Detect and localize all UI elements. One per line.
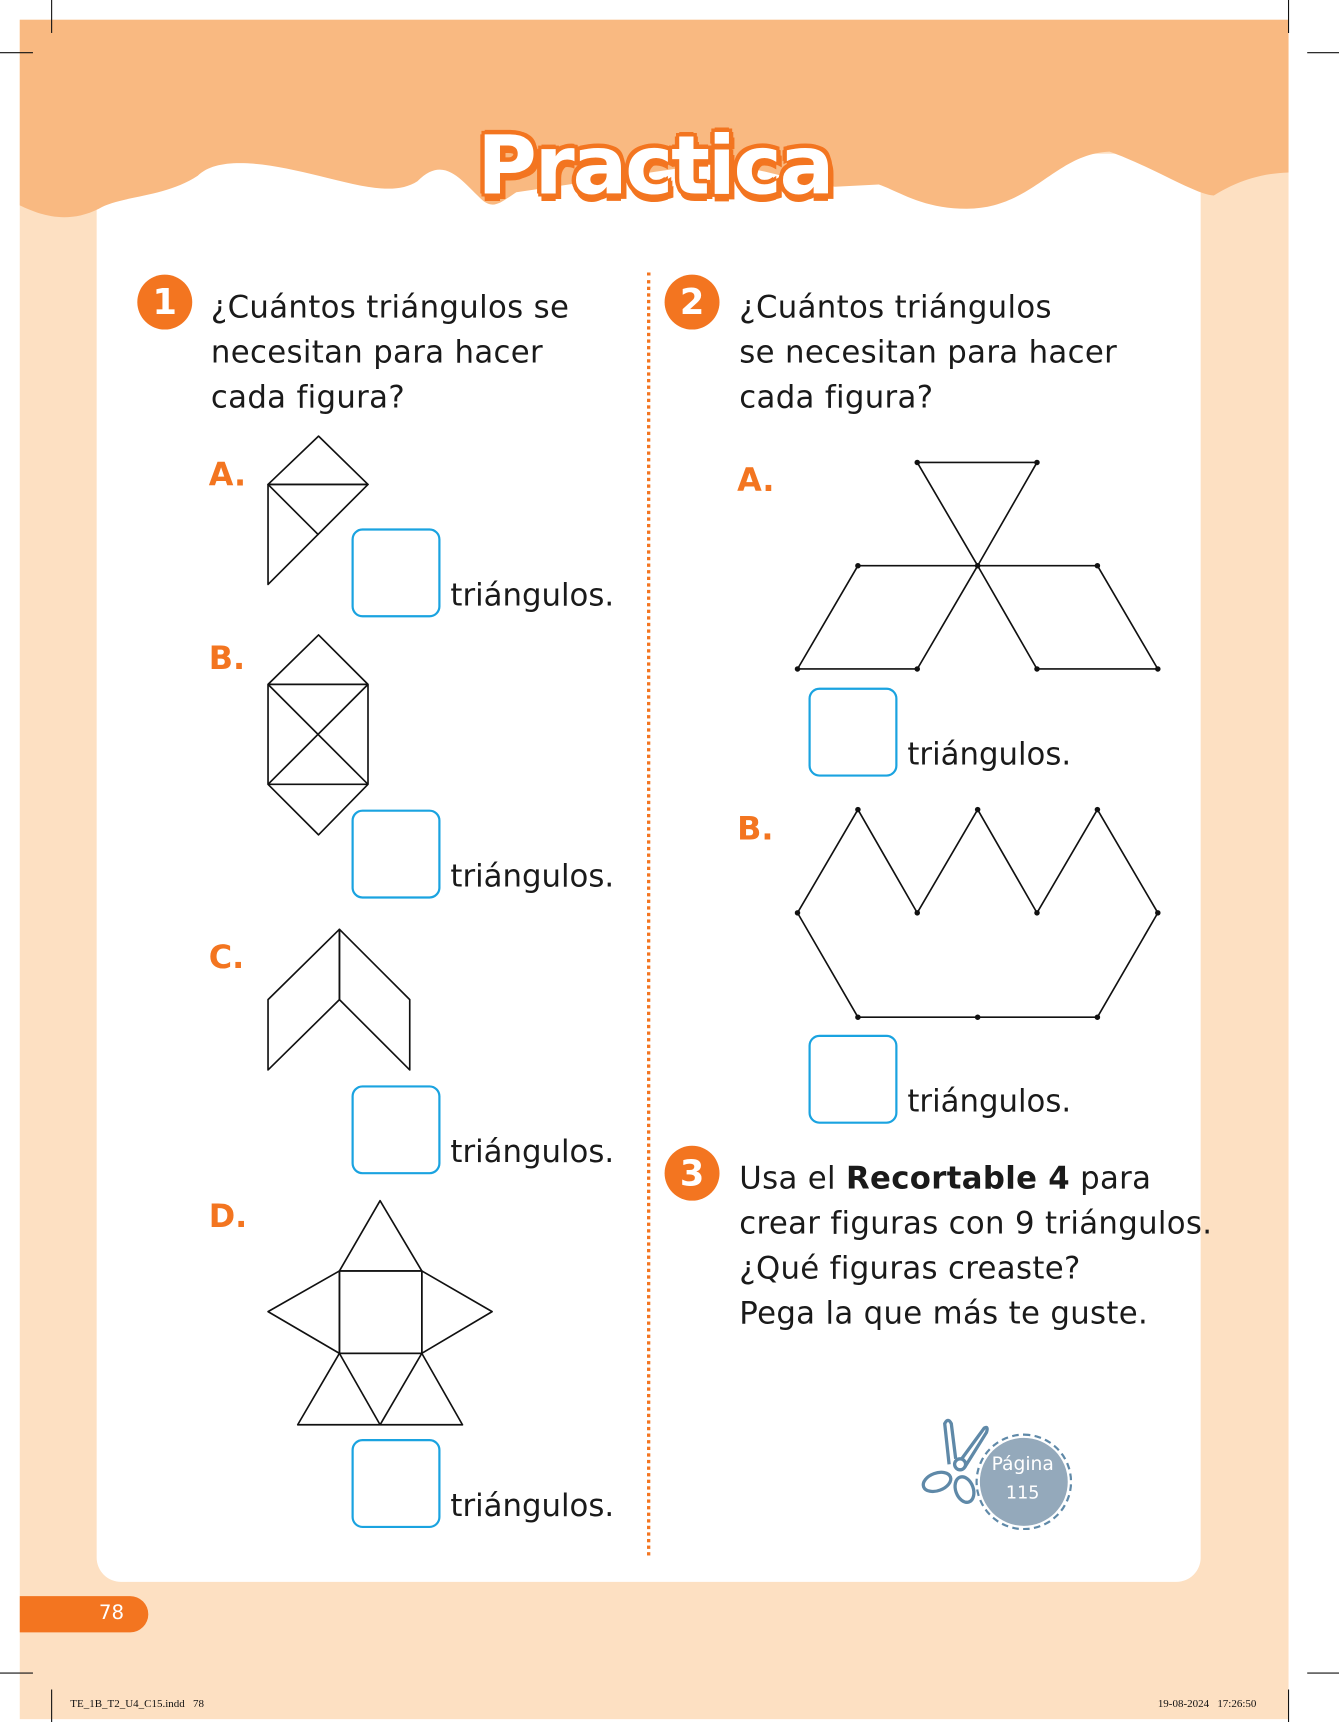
- prompt-line: se necesitan para hacer: [739, 333, 1118, 371]
- recortable-reference: Recortable 4: [846, 1160, 1071, 1197]
- prompt-line: cada figura?: [739, 378, 934, 416]
- figure-1b: [268, 635, 368, 835]
- figure-2b: [795, 807, 1161, 1020]
- item-2a-label: A.: [737, 461, 775, 499]
- page-title: Practica: [477, 118, 833, 214]
- answer-suffix: triángulos.: [450, 1133, 615, 1170]
- item-1c-label: C.: [208, 938, 245, 976]
- prompt-line: ¿Cuántos triángulos: [739, 288, 1052, 326]
- exercise-1-number: 1: [137, 275, 192, 330]
- prompt-line: crear figuras con 9 triángulos.: [739, 1205, 1213, 1242]
- footer-file: TE_1B_T2_U4_C15.indd 78: [70, 1698, 204, 1711]
- item-1b-label: B.: [208, 639, 246, 677]
- answer-suffix: triángulos.: [907, 735, 1072, 773]
- prompt-line: ¿Cuántos triángulos se: [210, 288, 570, 326]
- figure-2a: [795, 460, 1161, 672]
- text: Usa el: [739, 1160, 847, 1197]
- prompt-line: cada figura?: [210, 378, 406, 416]
- page-number: 78: [98, 1601, 125, 1625]
- answer-suffix: triángulos.: [450, 576, 615, 613]
- page-number-tab: [20, 1596, 149, 1632]
- prompt-line: ¿Qué figuras creaste?: [739, 1250, 1081, 1287]
- answer-suffix: triángulos.: [450, 857, 615, 895]
- prompt-line: necesitan para hacer: [210, 333, 543, 371]
- answer-suffix: triángulos.: [450, 1487, 615, 1524]
- exercise-2-number: 2: [665, 275, 720, 330]
- exercise-3-number: 3: [665, 1146, 720, 1201]
- figure-1d: [268, 1201, 492, 1425]
- text: para: [1070, 1160, 1152, 1197]
- figure-1a: [268, 436, 368, 584]
- footer-timestamp: 19-08-2024 17:26:50: [1157, 1698, 1257, 1711]
- prompt-line: Pega la que más te guste.: [739, 1295, 1149, 1332]
- badge-label: Página: [991, 1453, 1054, 1476]
- scissors-icon: [918, 1415, 995, 1514]
- item-1a-label: A.: [208, 455, 247, 494]
- item-2b-label: B.: [737, 809, 774, 847]
- badge-page: 115: [1005, 1481, 1040, 1503]
- answer-suffix: triángulos.: [907, 1083, 1072, 1120]
- figure-1c: [268, 929, 410, 1070]
- item-1d-label: D.: [208, 1197, 248, 1235]
